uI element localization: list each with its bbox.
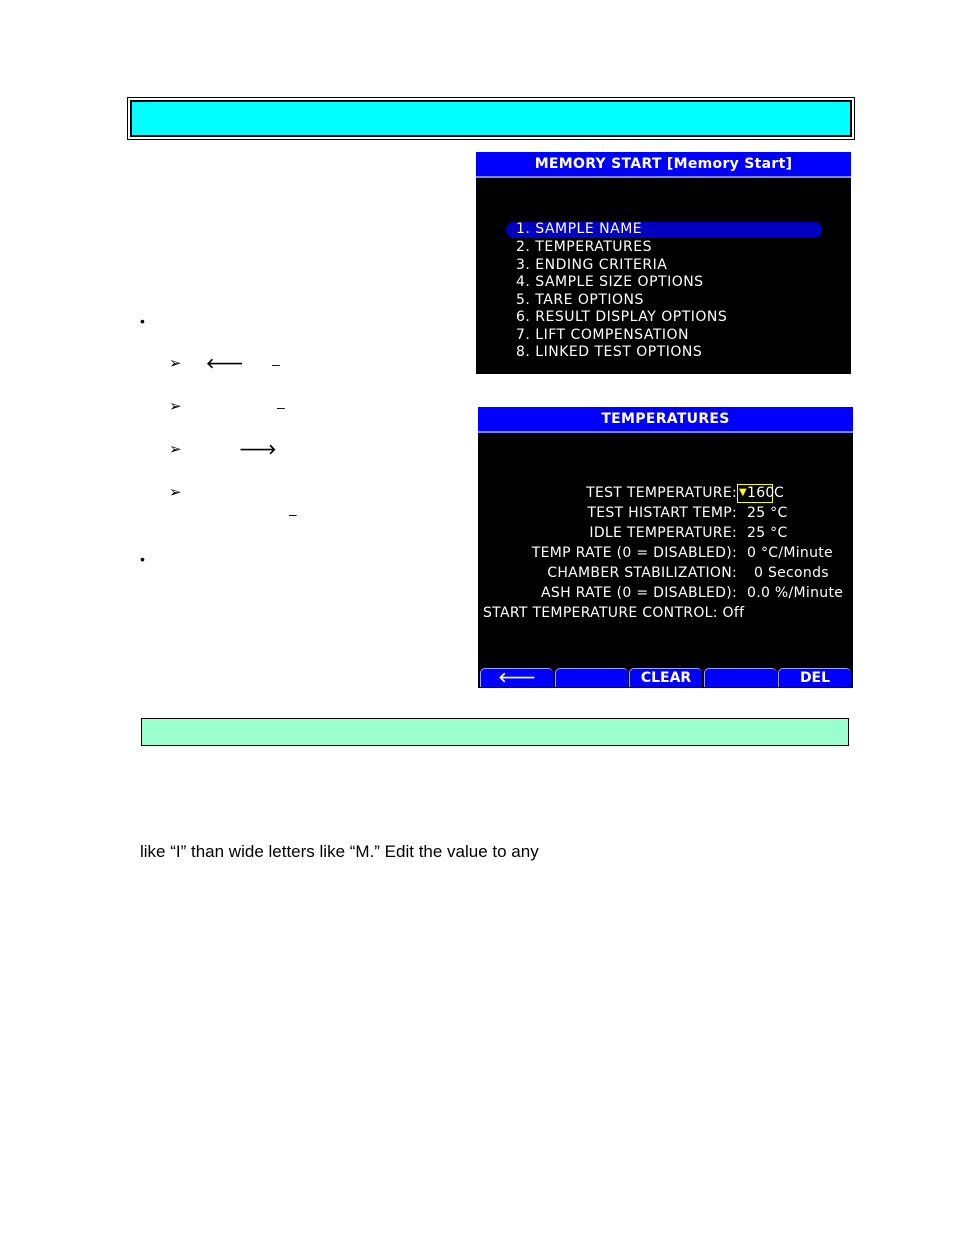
field-value[interactable]: 0.0 %/Minute (747, 585, 844, 601)
unit-label: C (774, 485, 785, 501)
field-label: TEST HISTART TEMP: (587, 505, 737, 521)
field-value[interactable]: 25 °C (747, 525, 788, 541)
sub-bullet-arrowhead: ➢ (169, 441, 182, 458)
field-label: TEST TEMPERATURE: (586, 485, 737, 501)
start-temperature-control-row (483, 604, 744, 622)
dash: – (277, 399, 285, 415)
field-value[interactable]: Off (722, 605, 745, 621)
menu-item-sample-name[interactable]: 1. SAMPLE NAME (516, 221, 643, 237)
spin-arrow-icon: ▼ (739, 487, 747, 498)
menu-item-sample-size-options[interactable]: 4. SAMPLE SIZE OPTIONS (516, 274, 704, 290)
note-bar (141, 718, 849, 746)
bullet: • (140, 313, 145, 329)
menu-item-result-display-options[interactable]: 6. RESULT DISPLAY OPTIONS (516, 309, 728, 325)
test-temperature-value[interactable]: ▼160 (739, 485, 775, 501)
blank-function-key[interactable] (704, 668, 777, 687)
bullet: • (140, 551, 145, 567)
field-label: ASH RATE (0 = DISABLED): (541, 585, 737, 601)
field-value[interactable]: 0 °C/Minute (747, 545, 833, 561)
menu-item-tare-options[interactable]: 5. TARE OPTIONS (516, 292, 644, 308)
sub-bullet-arrowhead: ➢ (169, 398, 182, 415)
field-label: IDLE TEMPERATURE: (589, 525, 737, 541)
menu-item-linked-test-options[interactable]: 8. LINKED TEST OPTIONS (516, 344, 703, 360)
section-title-banner (130, 100, 852, 137)
delete-left-button[interactable]: 🡐 DEL (480, 668, 553, 687)
menu-item-lift-compensation[interactable]: 7. LIFT COMPENSATION (516, 327, 689, 343)
screen-title: MEMORY START [Memory Start] (476, 152, 851, 178)
dash: – (272, 356, 280, 372)
field-label: START TEMPERATURE CONTROL: (483, 605, 718, 621)
screen-title: TEMPERATURES (478, 407, 853, 433)
dash: – (289, 506, 297, 522)
field-value[interactable]: 0 Seconds (754, 565, 829, 581)
clear-button[interactable]: CLEAR (629, 668, 702, 687)
field-label: TEMP RATE (0 = DISABLED): (531, 545, 737, 561)
left-arrow-icon: 🡐 (206, 355, 244, 371)
menu-item-ending-criteria[interactable]: 3. ENDING CRITERIA (516, 257, 668, 273)
memory-start-screen (476, 152, 851, 374)
sub-bullet-arrowhead: ➢ (169, 355, 182, 372)
right-arrow-icon: 🡒 (239, 441, 277, 457)
body-text: like “I” than wide letters like “M.” Edit the value to any (140, 842, 539, 861)
menu-item-temperatures[interactable]: 2. TEMPERATURES (516, 239, 652, 255)
sub-bullet-arrowhead: ➢ (169, 484, 182, 501)
field-value[interactable]: 25 °C (747, 505, 788, 521)
field-label: CHAMBER STABILIZATION: (547, 565, 737, 581)
temperatures-screen (478, 407, 853, 705)
delete-right-button[interactable]: DEL 🡒 (778, 668, 851, 687)
blank-function-key[interactable] (555, 668, 628, 687)
